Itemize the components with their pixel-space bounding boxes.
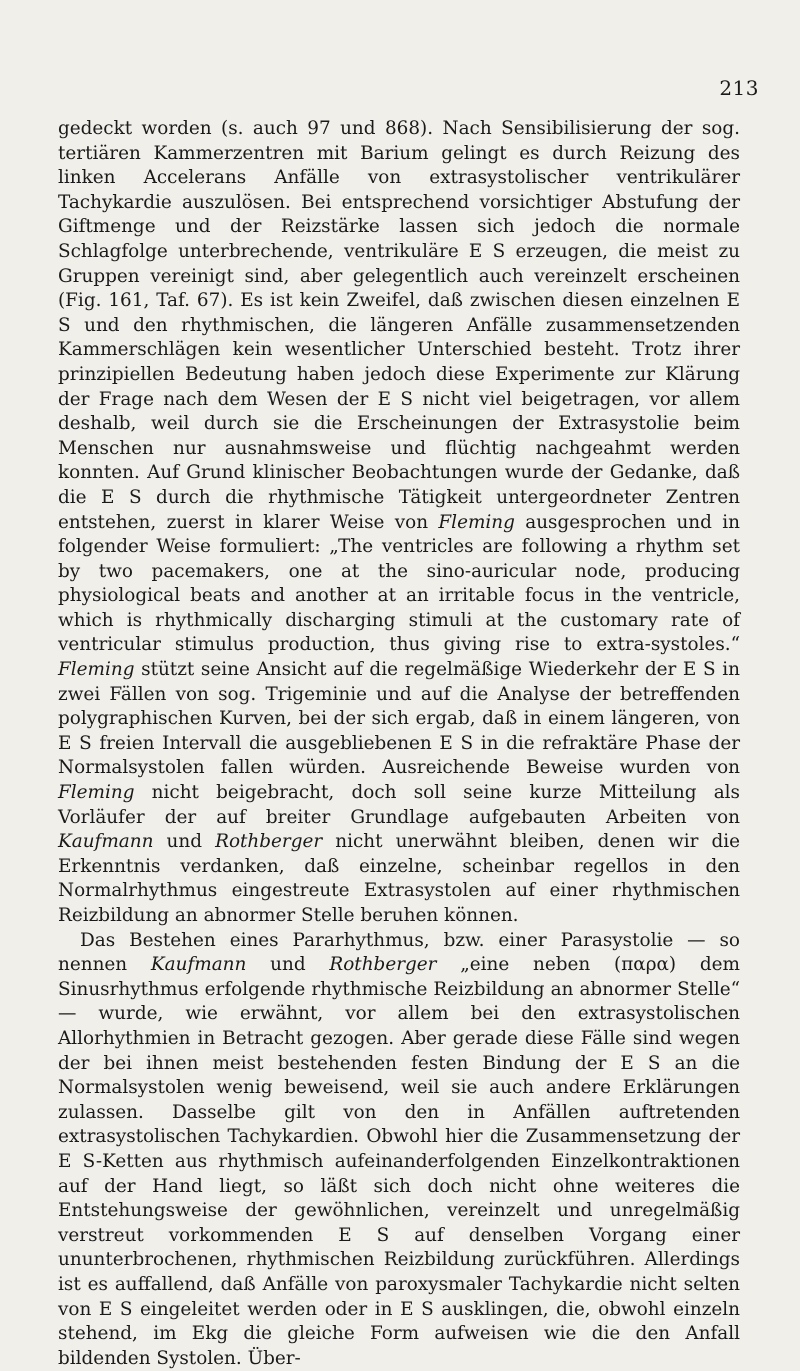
text-segment: stützt seine Ansicht auf die regelmäßige Wiederkehr der E S in zwei Fällen von sog. Trigeminie und auf die Analyse der betreffenden polygraphischen Kurven, bei der sich ergab, daß in einem längeren, von E S freien Intervall die ausgebliebenen E S in die refraktäre Phase der Normalsystolen fallen würden. Ausreichende Beweise wurden von <box>58 659 740 779</box>
text-segment: nicht beigebracht, doch soll seine kurze Mitteilung als Vorläufer der auf breiter Grundlage aufgebauten Arbeiten von <box>58 782 740 828</box>
body-text <box>58 117 740 1371</box>
text-segment: Das Bestehen eines Pararhythmus, bzw. einer Parasystolie — so nennen <box>58 929 740 976</box>
paragraph-1 <box>58 117 740 929</box>
author-name-fleming: Fleming <box>58 782 135 804</box>
author-name-rothberger: Rothberger <box>215 831 323 853</box>
page-number: 213 <box>719 76 759 100</box>
author-name-fleming: Fleming <box>58 659 135 681</box>
paragraph-2 <box>58 929 740 1371</box>
text-segment: und <box>246 954 330 976</box>
author-name-fleming: Fleming <box>438 511 515 533</box>
text-segment: gedeckt worden (s. auch 97 und 868). Nach Sensibilisierung der sog. tertiären Kammerzentren mit Barium gelingt es durch Reizung des linken Accelerans Anfälle von extrasystolischer ventrikulärer Tachykardie auszulösen. Bei entsprechend vorsichtiger Abstufung der Giftmenge und der Reizstärke lassen sich jedoch die normale Schlagfolge unterbrechende, ventrikuläre E S erzeugen, die meist zu Gruppen vereinigt sind, aber gelegentlich auch vereinzelt erscheinen (Fig. 161, Taf. 67). Es ist kein Zweifel, daß zwischen diesen einzelnen E S und den rhythmischen, die längeren Anfälle zusammensetzenden Kammerschlägen kein wesentlicher Unterschied besteht. Trotz ihrer prinzipiellen Bedeutung haben jedoch diese Experimente zur Klärung der Frage nach dem Wesen der E S nicht viel beigetragen, vor allem deshalb, weil durch sie die Erscheinungen der Extrasystolie beim Menschen nur ausnahmsweise und flüchtig nachgeahmt werden konnten. Auf Grund klinischer Beobachtungen wurde der Gedanke, daß die E S durch die rhythmische Tätigkeit untergeordneter Zentren entstehen, zuerst in klarer Weise von <box>58 118 740 533</box>
author-name-kaufmann: Kaufmann <box>150 954 247 976</box>
author-name-rothberger: Rothberger <box>329 954 437 976</box>
text-segment: ausgesprochen und in folgender Weise formuliert: „The ventricles are following a rhythm set by two pacemakers, one at the sino-auricular node, producing physiological beats and another at an irritable focus in the ventricle, which is rhythmically discharging stimuli at the customary rate of ventricular stimulus production, thus giving rise to extra-systoles.“ <box>58 511 741 656</box>
author-name-kaufmann: Kaufmann <box>58 831 154 853</box>
text-segment: „eine neben (παρα) dem Sinusrhythmus erfolgende rhythmische Reizbildung an abnormer Stelle“ — wurde, wie erwähnt, vor allem bei den extrasystolischen Allorhythmien in Betracht gezogen. Aber gerade diese Fälle sind wegen der bei ihnen meist bestehenden festen Bindung der E S an die Normalsystolen wenig beweisend, weil sie auch andere Erklärungen zulassen. Dasselbe gilt von den in Anfällen auftretenden extrasystolischen Tachykardien. Obwohl hier die Zusammensetzung der E S-Ketten aus rhythmisch aufeinanderfolgenden Einzelkontraktionen auf der Hand liegt, so läßt sich doch nicht ohne weiteres die Entstehungsweise der gewöhnlichen, vereinzelt und unregelmäßig verstreut vorkommenden E S auf denselben Vorgang einer ununterbrochenen, rhythmischen Reizbildung zurückführen. Allerdings ist es auffallend, daß Anfälle von paroxysmaler Tachykardie nicht selten von E S eingeleitet werden oder in E S ausklingen, die, obwohl einzeln stehend, im Ekg die gleiche Form aufweisen wie die den Anfall bildenden Systolen. Über- <box>58 954 740 1369</box>
text-segment: und <box>153 831 216 853</box>
text-segment: nicht unerwähnt bleiben, denen wir die Erkenntnis verdanken, daß einzelne, scheinbar regellos in den Normalrhythmus eingestreute Extrasystolen auf einer rhythmischen Reizbildung an abnormer Stelle beruhen können. <box>58 831 741 926</box>
